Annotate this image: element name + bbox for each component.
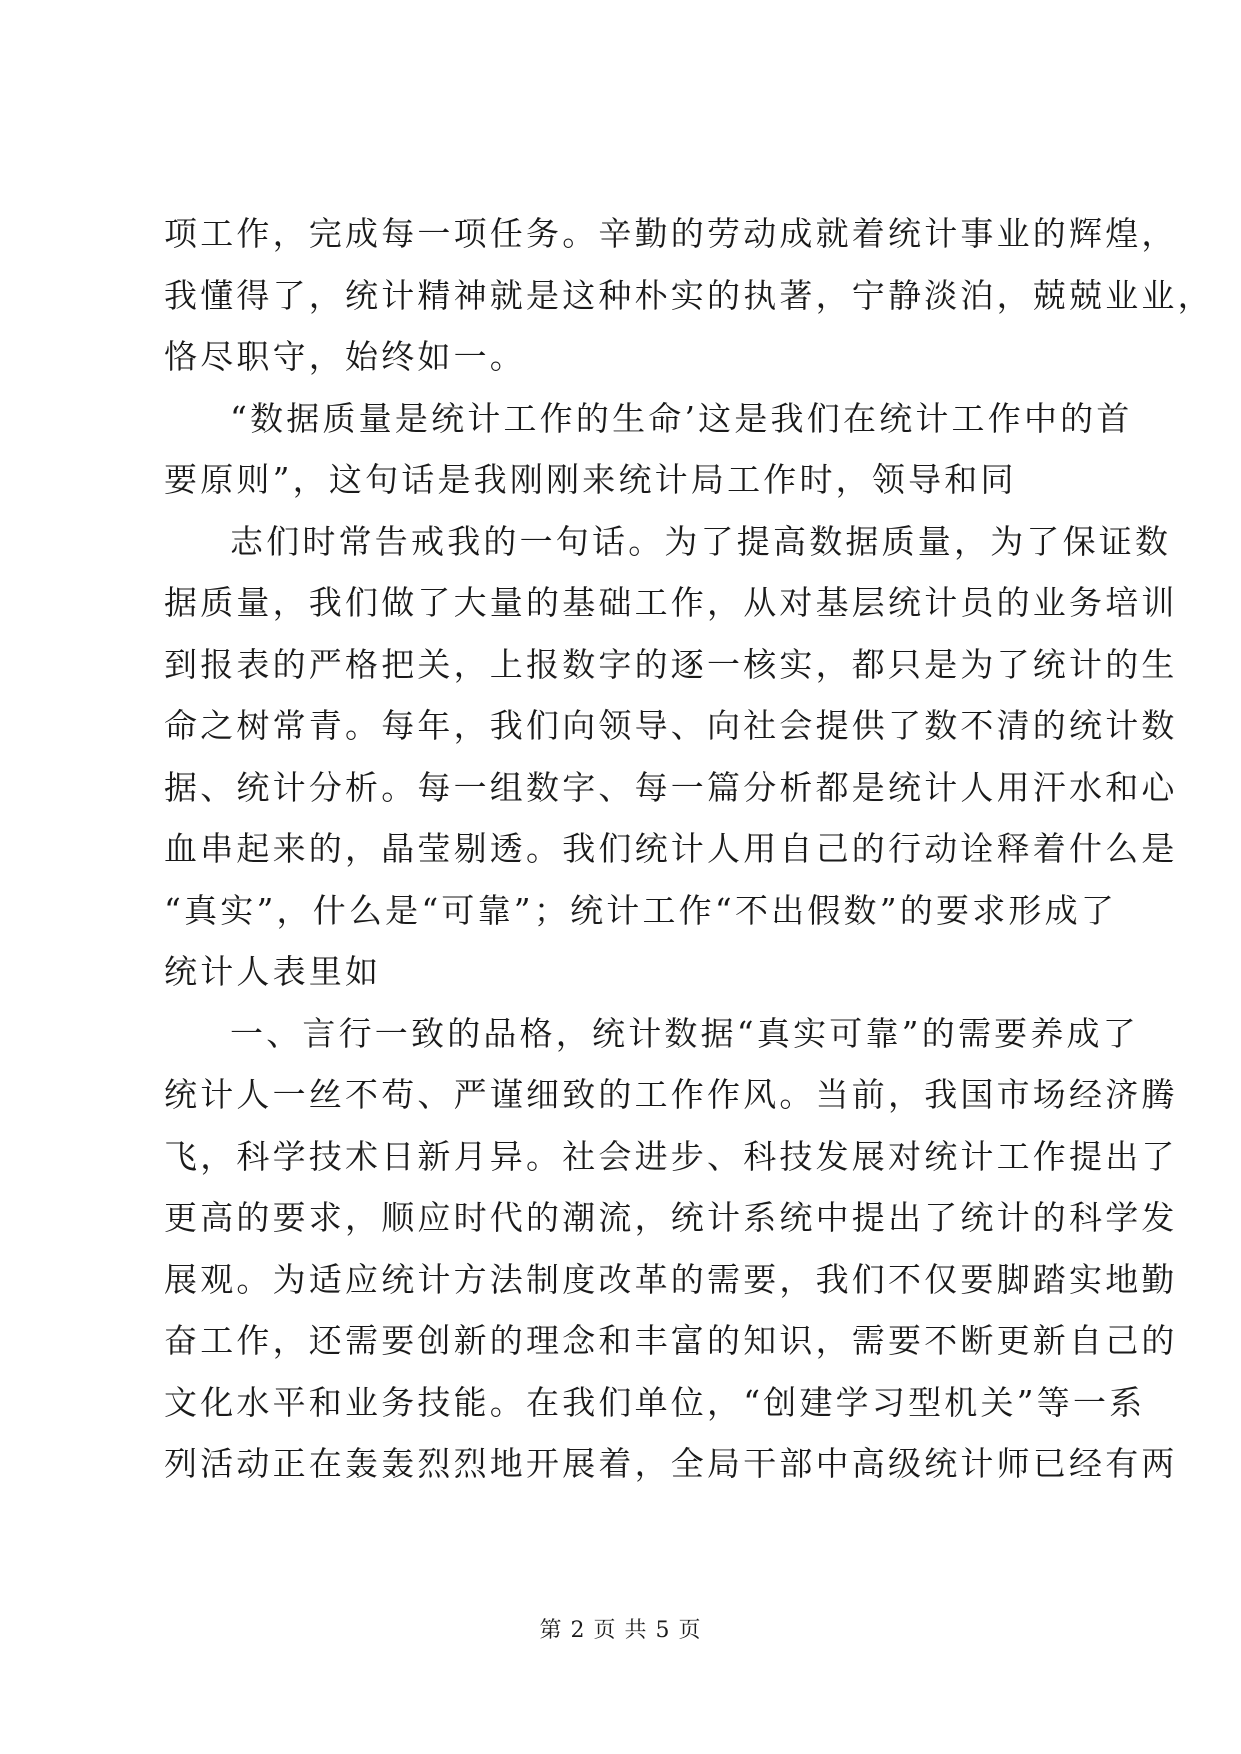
text-line: 我懂得了，统计精神就是这种朴实的执著，宁静淡泊，兢兢业业， bbox=[164, 275, 1214, 315]
text-line: 奋工作，还需要创新的理念和丰富的知识，需要不断更新自己的 bbox=[164, 1321, 1178, 1360]
text-line: “真实”，什么是“可靠”；统计工作“不出假数”的要求形成了 bbox=[164, 890, 1118, 930]
text-line: 展观。为适应统计方法制度改革的需要，我们不仅要脚踏实地勤 bbox=[164, 1259, 1178, 1299]
text-line: 志们时常告戒我的一句话。为了提高数据质量，为了保证数 bbox=[230, 521, 1172, 561]
text-line: 到报表的严格把关，上报数字的逐一核实，都只是为了统计的生 bbox=[164, 644, 1178, 684]
text-line: 一、言行一致的品格，统计数据“真实可靠”的需要养成了 bbox=[230, 1013, 1139, 1053]
text-line: 更高的要求，顺应时代的潮流，统计系统中提出了统计的科学发 bbox=[164, 1198, 1178, 1237]
text-line: 飞，科学技术日新月异。社会进步、科技发展对统计工作提出了 bbox=[164, 1136, 1178, 1176]
text-line: 项工作，完成每一项任务。辛勤的劳动成就着统计事业的辉煌， bbox=[164, 214, 1178, 253]
text-line: 统计人一丝不苟、严谨细致的工作作风。当前，我国市场经济腾 bbox=[164, 1075, 1178, 1114]
text-line: 命之树常青。每年，我们向领导、向社会提供了数不清的统计数 bbox=[164, 706, 1178, 745]
text-line: 据质量，我们做了大量的基础工作，从对基层统计员的业务培训 bbox=[164, 583, 1178, 622]
text-line: 文化水平和业务技能。在我们单位，“创建学习型机关”等一系 bbox=[164, 1382, 1146, 1422]
text-line: 要原则”，这句话是我刚刚来统计局工作时，领导和同 bbox=[164, 460, 1017, 499]
text-line: 恪尽职守，始终如一。 bbox=[164, 337, 526, 376]
text-line: “数据质量是统计工作的生命’这是我们在统计工作中的首 bbox=[230, 398, 1133, 438]
text-line: 列活动正在轰轰烈烈地开展着，全局干部中高级统计师已经有两 bbox=[164, 1444, 1178, 1483]
text-line: 血串起来的，晶莹剔透。我们统计人用自己的行动诠释着什么是 bbox=[164, 829, 1178, 868]
text-line: 统计人表里如 bbox=[164, 952, 382, 991]
text-line: 据、统计分析。每一组数字、每一篇分析都是统计人用汗水和心 bbox=[164, 767, 1178, 807]
body-text bbox=[164, 203, 1214, 1495]
page-number-footer: 第 2 页 共 5 页 bbox=[539, 1618, 702, 1643]
